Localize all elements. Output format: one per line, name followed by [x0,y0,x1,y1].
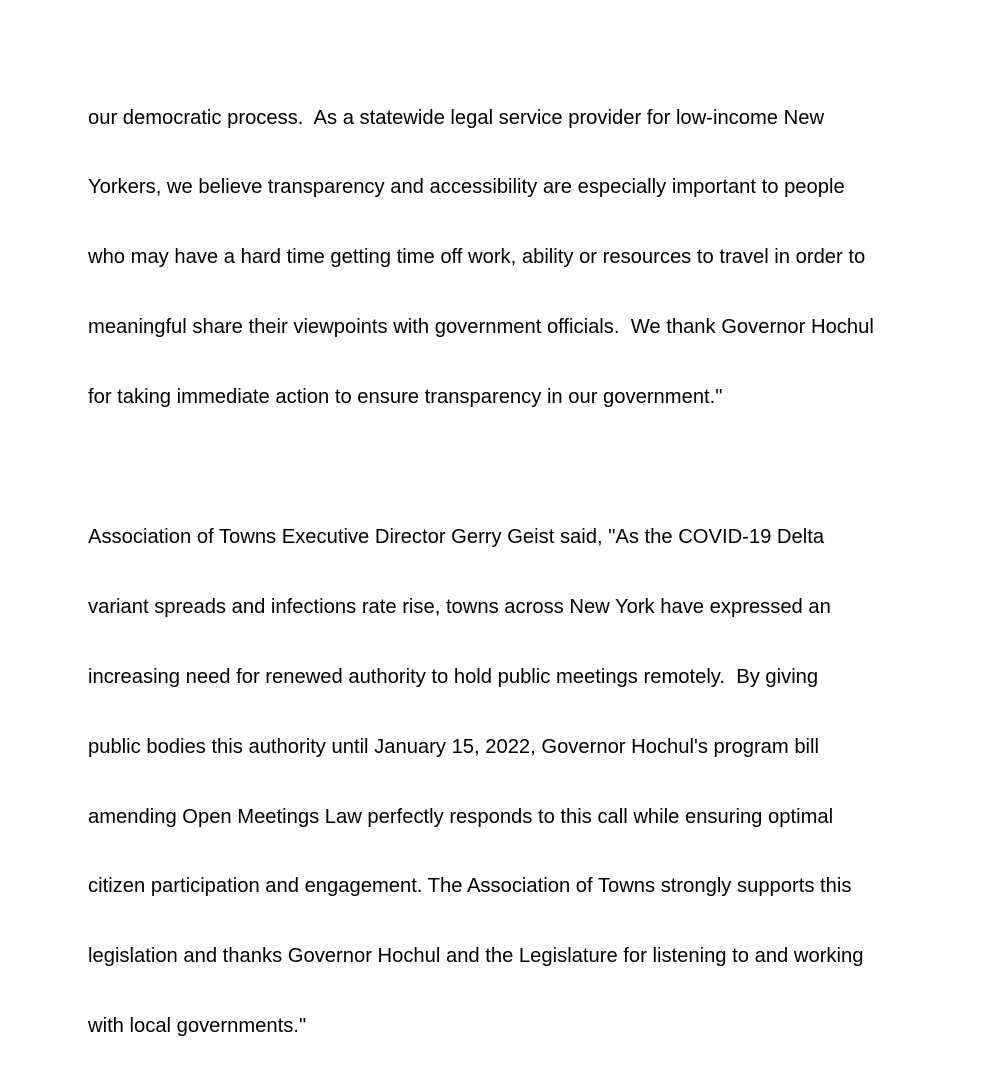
paragraph-2-line: legislation and thanks Governor Hochul and the Legislature for listening to and working [88,945,864,968]
paragraph-1-line: who may have a hard time getting time off work, ability or resources to travel in order to [88,246,866,269]
paragraph-2-line: Association of Towns Executive Director Gerry Geist said, "As the COVID-19 Delta [88,525,825,548]
paragraph-gap [88,456,968,479]
paragraph-1-line: our democratic process. As a statewide legal service provider for low-income New [88,106,825,129]
paragraph-2-line: variant spreads and infections rate rise, towns across New York have expressed an [88,595,831,618]
paragraph-1-line: for taking immediate action to ensure transparency in our government." [88,386,723,409]
paragraph-2-line: increasing need for renewed authority to hold public meetings remotely. By giving [88,665,819,688]
paragraph-2-line: citizen participation and engagement. The Association of Towns strongly supports this [88,875,852,898]
paragraph-1-line: Yorkers, we believe transparency and accessibility are especially important to people [88,176,845,199]
paragraph-2-line: amending Open Meetings Law perfectly responds to this call while ensuring optimal [88,805,834,828]
paragraph-2-line: with local governments." [88,1015,307,1038]
document-body [88,60,968,1085]
paragraph-1-line: meaningful share their viewpoints with government officials. We thank Governor Hochul [88,316,874,339]
paragraph-2-line: public bodies this authority until January 15, 2022, Governor Hochul's program bill [88,735,819,758]
